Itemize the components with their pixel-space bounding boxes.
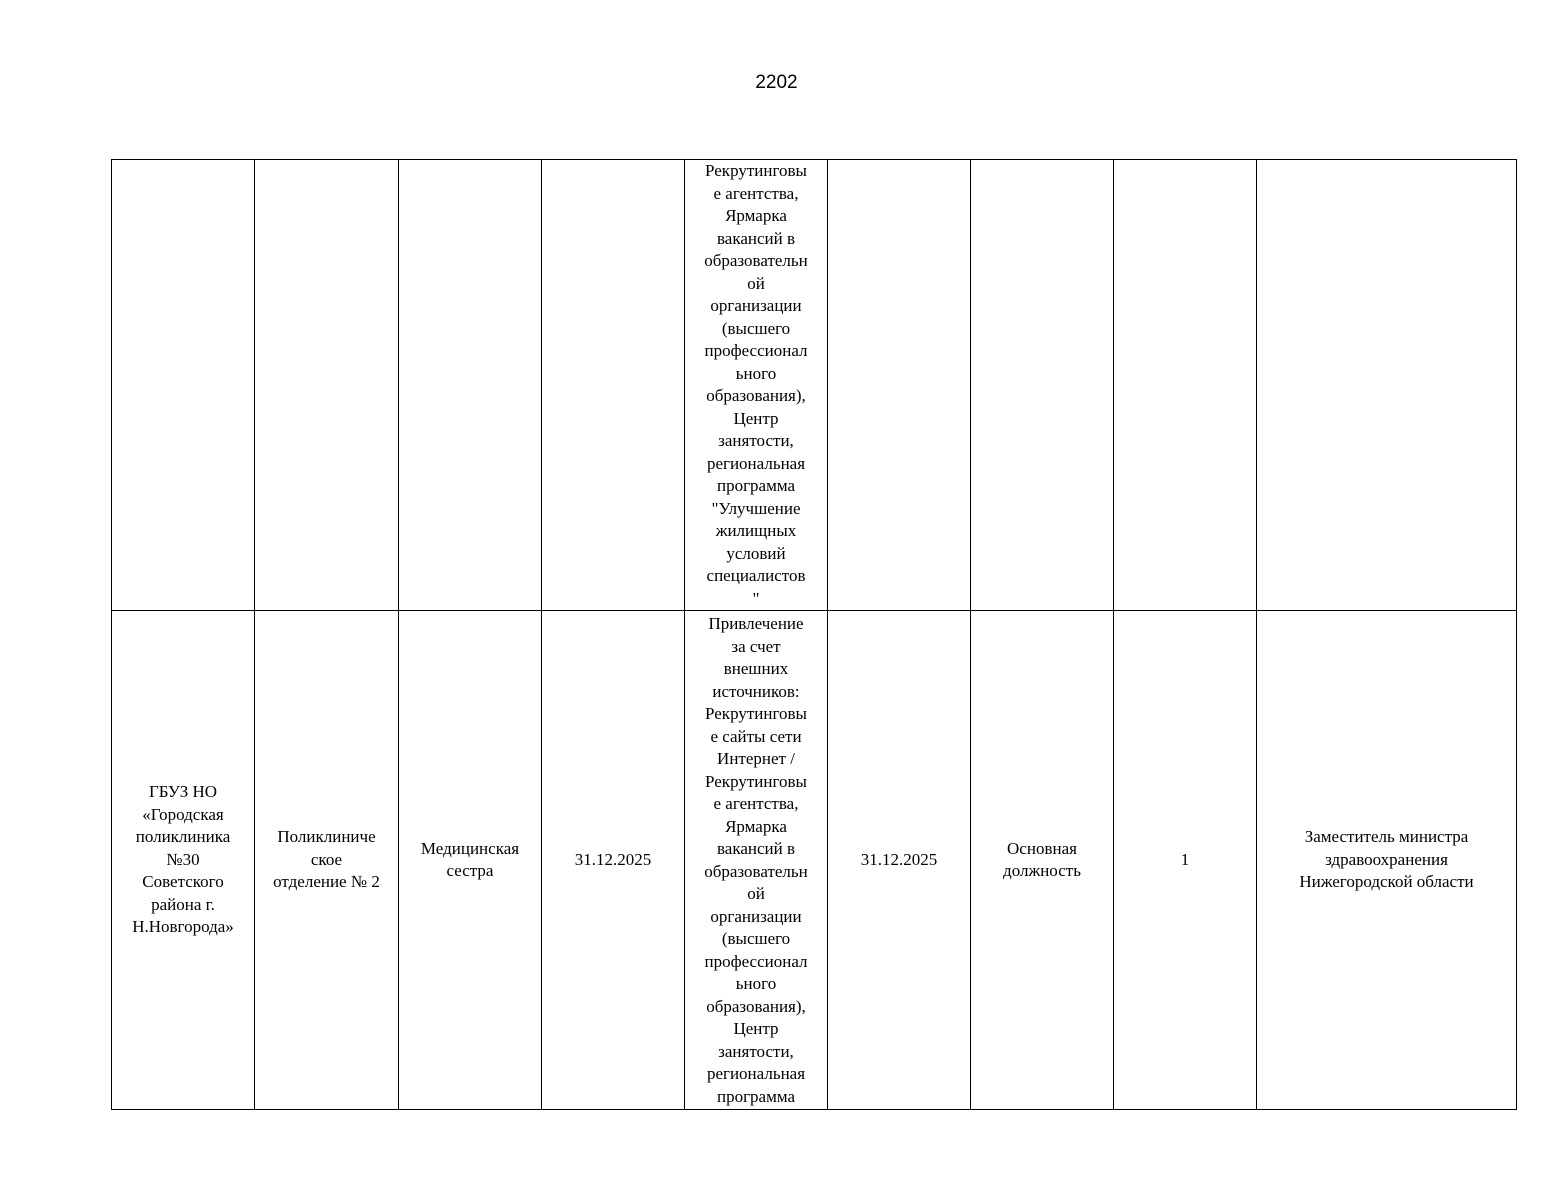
cell-date-1: 31.12.2025 xyxy=(542,611,685,1110)
cell-employment: Основная должность xyxy=(971,611,1114,1110)
cell-department: Поликлиниче ское отделение № 2 xyxy=(255,611,399,1110)
cell-sources: Привлечение за счет внешних источников: Рекрутинговы е сайты сети Интернет / Рекрутинговы е агентства, Ярмарка вакансий в образовательн ой организации (высшего профессионал ьного образования), Центр занятости, региональная программа xyxy=(685,611,828,1110)
cell-employment xyxy=(971,160,1114,611)
cell-department xyxy=(255,160,399,611)
cell-responsible: Заместитель министра здравоохранения Нижегородской области xyxy=(1257,611,1517,1110)
cell-position: Медицинская сестра xyxy=(399,611,542,1110)
cell-sources: Рекрутинговы е агентства, Ярмарка вакансий в образовательн ой организации (высшего профессионал ьного образования), Центр занятости, региональная программа "Улучшение жилищных условий специалистов " xyxy=(685,160,828,611)
cell-organization: ГБУЗ НО «Городская поликлиника №30 Советского района г. Н.Новгорода» xyxy=(112,611,255,1110)
cell-date-2 xyxy=(828,160,971,611)
cell-organization xyxy=(112,160,255,611)
cell-date-1 xyxy=(542,160,685,611)
staffing-table xyxy=(111,159,1517,1110)
cell-count: 1 xyxy=(1114,611,1257,1110)
cell-position xyxy=(399,160,542,611)
page-number: 2202 xyxy=(755,72,798,93)
table-row xyxy=(112,611,1517,1110)
cell-responsible xyxy=(1257,160,1517,611)
cell-count xyxy=(1114,160,1257,611)
cell-date-2: 31.12.2025 xyxy=(828,611,971,1110)
table-row xyxy=(112,160,1517,611)
